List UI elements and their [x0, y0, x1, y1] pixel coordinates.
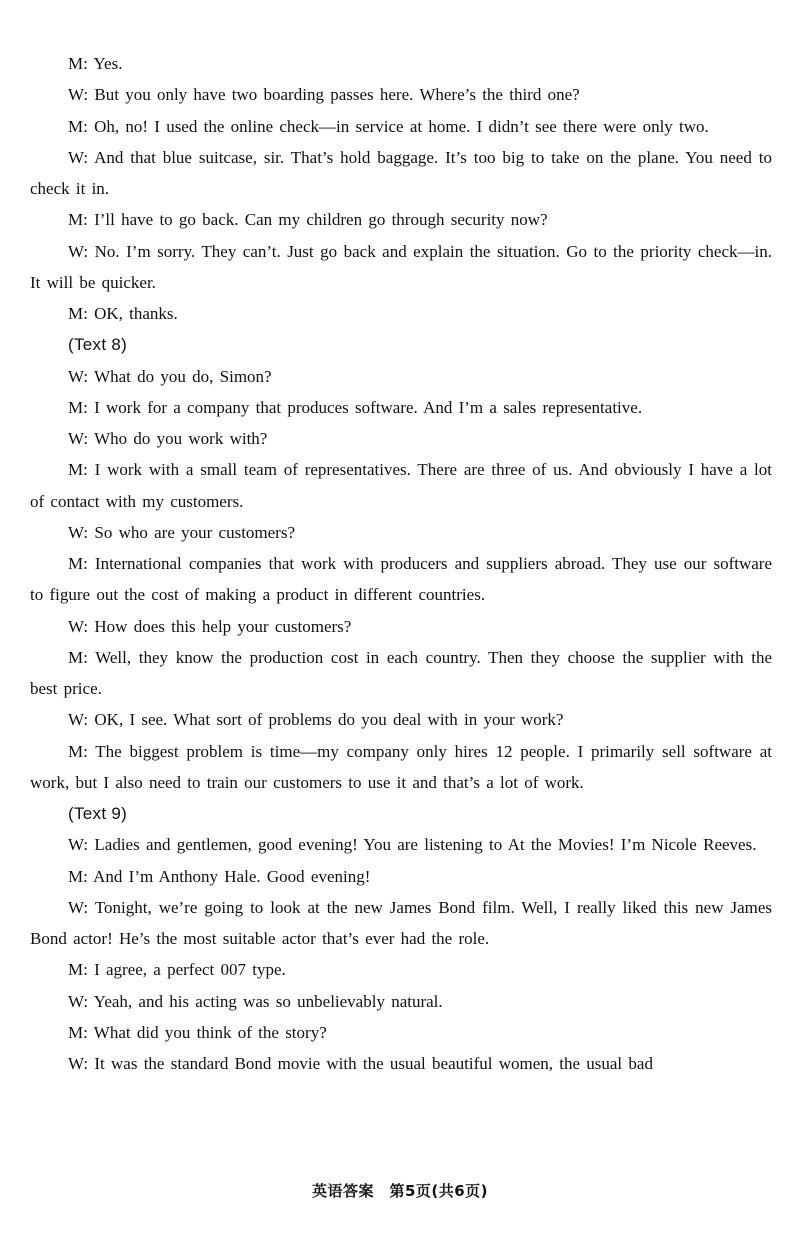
dialogue-line: W: OK, I see. What sort of problems do you deal with in your work?	[68, 710, 564, 730]
dialogue-line: W: It was the standard Bond movie with the usual beautiful women, the usual bad	[68, 1054, 653, 1073]
dialogue-line: W: Who do you work with?	[68, 429, 268, 448]
dialogue-line: M: Oh, no! I used the online check—in service at home. I didn’t see there were only two.	[68, 116, 709, 136]
dialogue-line: W: So who are your customers?	[68, 522, 296, 542]
dialogue-line: W: Yeah, and his acting was so unbelievably natural.	[68, 991, 443, 1011]
dialogue-line: M: I work for a company that produces software. And I’m a sales representative.	[68, 397, 643, 417]
dialogue-line: M: And I’m Anthony Hale. Good evening!	[68, 866, 371, 886]
dialogue-line: M: I agree, a perfect 007 type.	[68, 960, 286, 980]
dialogue-line: W: What do you do, Simon?	[68, 366, 272, 386]
dialogue-line: W: Ladies and gentlemen, good evening! You are listening to At the Movies! I’m Nicole Reeves.	[68, 835, 757, 855]
transcript-body	[30, 48, 772, 1079]
dialogue-line: M: Well, they know the production cost in each country. Then they choose the supplier with the best price.	[30, 647, 772, 698]
dialogue-line: W: And that blue suitcase, sir. That’s hold baggage. It’s too big to take on the plane. You need to check it in.	[30, 147, 772, 198]
section-heading-text-9: (Text 9)	[68, 804, 128, 823]
dialogue-line: M: I’ll have to go back. Can my children go through security now?	[68, 210, 548, 230]
dialogue-line: M: Yes.	[68, 54, 123, 73]
dialogue-line: W: How does this help your customers?	[68, 616, 352, 636]
dialogue-line: M: OK, thanks.	[68, 304, 178, 323]
section-heading-text-8: (Text 8)	[68, 335, 128, 355]
dialogue-line: W: No. I’m sorry. They can’t. Just go back and explain the situation. Go to the priority check—in. It will be quicker.	[30, 241, 772, 292]
dialogue-line: W: But you only have two boarding passes here. Where’s the third one?	[68, 85, 580, 105]
dialogue-line: W: Tonight, we’re going to look at the new James Bond film. Well, I really liked this new James Bond actor! He’s the most suitable actor that’s ever had the role.	[30, 897, 772, 948]
dialogue-line: M: I work with a small team of representatives. There are three of us. And obviously I have a lot of contact with my customers.	[30, 460, 772, 511]
page-footer: 英语答案 第5页(共6页)	[311, 1182, 489, 1200]
dialogue-line: M: International companies that work with producers and suppliers abroad. They use our software to figure out the cost of making a product in different countries.	[30, 554, 772, 605]
dialogue-line: M: What did you think of the story?	[68, 1022, 327, 1042]
dialogue-line: M: The biggest problem is time—my company only hires 12 people. I primarily sell software at work, but I also need to train our customers to use it and that’s a lot of work.	[30, 741, 772, 792]
